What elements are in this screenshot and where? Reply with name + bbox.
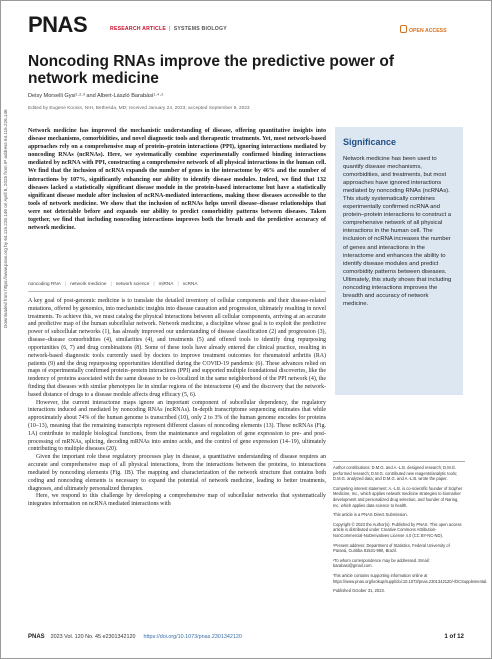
body-paragraph: However, the current interactome maps ignore an important component of subcellular dependency, the regulatory interactions induced and mediated by noncoding RNAs (ncRNAs). In-depth transcriptome sequencing estimates that while approximately about 74% of the human genome is transcribed (10), only 2 to 3% of the human genome encodes for proteins (10–13), meaning that the remaining transcripts represent different classes of noncoding elements (13). These ncRNAs (Fig. 1A) contribute to multiple biological functions, from the maintenance and regulation of gene expression to pre- and post-processing of mRNAs, splicing, decoding mRNAs into amino acids, and the control of gene expression (14–19), ultimately contributing to multiple diseases (20). [28,399,326,453]
subject-label[interactable]: SYSTEMS BIOLOGY [173,26,227,32]
edited-by-line: Edited by Eugene Koonin, NIH, Bethesda, MD; received January 24, 2023; accepted September 9, 2023 [28,106,250,111]
note[interactable]: This article contains supporting information online at https://www.pnas.org/lookup/suppl/doi:10.1073/pnas.2301342120/-/DCSupplemental. [333,572,488,584]
open-access-label: OPEN ACCESS [409,28,447,34]
note: Competing interest statement: A.-L.B. is co-scientific founder of Scipher Medicine, Inc., which applies network medicine strategies to biomarker development and personalized drug selection, and founder of Naring, Inc. which applies data science to health. [333,485,463,508]
lock-open-icon [400,25,407,33]
body-paragraph: A key goal of post-genomic medicine is to translate the detailed inventory of cellular components and their disease-related mutations, offered by genomics, into mechanistic insights into disease causation and progression, ultimately resulting in novel treatments. To achieve this, we must catalog the physical interactions between all cellular components, arriving at an accurate and predictive map of the human subcellular network. Network medicine, a discipline whose goal is to exploit the predictive power of subcellular networks (1), has already improved our understanding of disease classification (2) and progression (3), disease–disease comorbidities (4), similarities (4), and treatments (5) and offered tools to identify drug repurposing opportunities (6, 7) and drug combinations (8). Some of these tools have already entered the clinical practice, resulting in network-based diagnostic tools currently used by doctors to improve treatment outcomes for rheumatoid arthritis (RA) patients (9) and the drug repurposing opportunities identified during the COVID-19 pandemic (6). These advances relied on maps of experimentally confirmed protein–protein interactions (PPI) and supported multiple foundational discoveries, like the tendency of proteins associated with the same disease to be co-localized in the same neighborhood of the PPI network (4), the finding that diseases with similar phenotypes lie in similar regions of the interactome (4) and the discovery that the network-based distance of drugs to a disease module affects drug efficacy (5, 6). [28,298,326,398]
page-number: 1 of 12 [444,633,464,640]
footer-doi-link[interactable]: https://doi.org/10.1073/pnas.2301342120 [143,634,242,640]
body-paragraph: Here, we respond to this challenge by developing a comprehensive map of subcellular networks that systematically integrates information on ncRNA mediated interactions with [28,493,326,508]
keyword-separator: | [110,281,112,286]
keyword-separator: | [153,281,155,286]
article-title: Noncoding RNAs improve the predictive power of network medicine [28,53,395,87]
tag-separator: | [169,26,171,32]
page-footer [28,634,464,640]
notes-divider [333,461,465,462]
significance-text: Network medicine has been used to quantify disease mechanisms, comorbidities, and treatments, but most approaches have ignored interactions mediated by noncoding RNAs (ncRNAs). This study systematically combines experimentally confirmed ncRNA and protein–protein interactions to construct a comprehensive network of all physical interactions in the human cell. The inclusion of ncRNA increases the number of genes and interactions in the interactome and enhances the ability to identify disease modules and predict comorbidity patterns between diseases. Ultimately, this study shows that including noncoding interactions improves the breadth and accuracy of network medicine. [343,156,452,307]
keyword[interactable]: miRNA [158,281,174,286]
note: ¹Present address: Department of Statistics, Federal University of Paraná, Curitiba 81531-990, Brazil. [333,542,450,554]
body-paragraph: Given the important role these regulatory processes play in disease, a quantitative understanding of disease requires an accurate and comprehensive map of all physical interactions, from the interactions between the proteins, to interactions mediated by noncoding elements (Fig. 1B). The mapping and characterization of the network structure that contains both coding and noncoding elements is necessary to expand the potential of network medicine, leading to better treatments, diagnoses, and ultimately personalized therapies. [28,454,326,492]
download-watermark: Downloaded from https://www.pnas.org by 64.115.226.146 on April 8, 2025 from IP address 64.115.226.146 [3,109,8,328]
significance-title: Significance [343,137,397,147]
article-notes [333,461,488,598]
note[interactable]: Copyright © 2023 the Author(s). Published by PNAS. This open access article is distributed under Creative Commons Attribution-NonCommercial-NoDerivatives License 4.0 (CC BY-NC-ND). [333,521,462,538]
keyword[interactable]: network science [115,281,150,286]
keyword-separator: | [64,281,67,286]
keyword[interactable]: noncoding RNA [28,281,61,286]
article-type-label[interactable]: RESEARCH ARTICLE [110,26,167,32]
note: Author contributions: D.M.G. and A.-L.B. designed research; D.M.G. performed research; D.M.G. contributed new reagents/analytic tools; D.M.G. analyzed data; and D.M.G. and A.-L.B. wrote the paper. [333,465,458,482]
keyword-separator: | [177,281,179,286]
article-tags [110,26,227,32]
body-text [28,298,326,509]
abstract: Network medicine has improved the mechanistic understanding of disease, offering quantitative insights into disease mechanisms, comorbidities, and novel diagnostic tools and therapeutic treatments. Yet, most network-based approaches rely on a comprehensive map of protein–protein interactions (PPI), ignoring interactions mediated by noncoding RNAs (ncRNAs). Here, we systematically combine experimentally confirmed binding interactions mediated by ncRNA with PPI, constructing a comprehensive network of all physical interactions in the human cell. We find that the inclusion of ncRNA expands the number of genes in the interactome by 46% and the number of interactions by 107%, significantly enhancing our ability to identify disease modules. Indeed, we find that 132 diseases lacked a statistically significant disease module in the protein-based interactome but have a statistically significant disease module after inclusion of ncRNA-mediated interactions, making these diseases accessible to the tools of network medicine. We show that the inclusion of ncRNAs helps unveil disease–disease relationships that were not detectable before and expands our ability to predict comorbidity patterns between diseases. Taken together, we find that including noncoding interactions improves both the breath and the predictive accuracy of network medicine. [28,128,326,232]
pnas-logo[interactable]: PNAS [28,12,88,37]
open-access-badge[interactable] [400,25,447,34]
keyword[interactable]: ncRNA [182,281,198,286]
author-list[interactable]: Deisy Morselli Gysi¹·²·³ and Albert-László Barabási¹·⁴·⁵ [28,93,164,99]
footer-citation: 2023 Vol. 120 No. 45 e2301342120 [50,634,136,640]
footer-journal: PNAS [28,634,45,640]
keywords [28,281,326,286]
note: This article is a PNAS Direct Submission. [333,512,408,518]
significance-box [335,127,463,395]
note: Published October 31, 2023. [333,588,385,594]
divider [28,291,326,292]
keyword[interactable]: network medicine [70,281,107,286]
note[interactable]: ²To whom correspondence may be addressed. Email: barabasi@gmail.com. [333,557,430,569]
